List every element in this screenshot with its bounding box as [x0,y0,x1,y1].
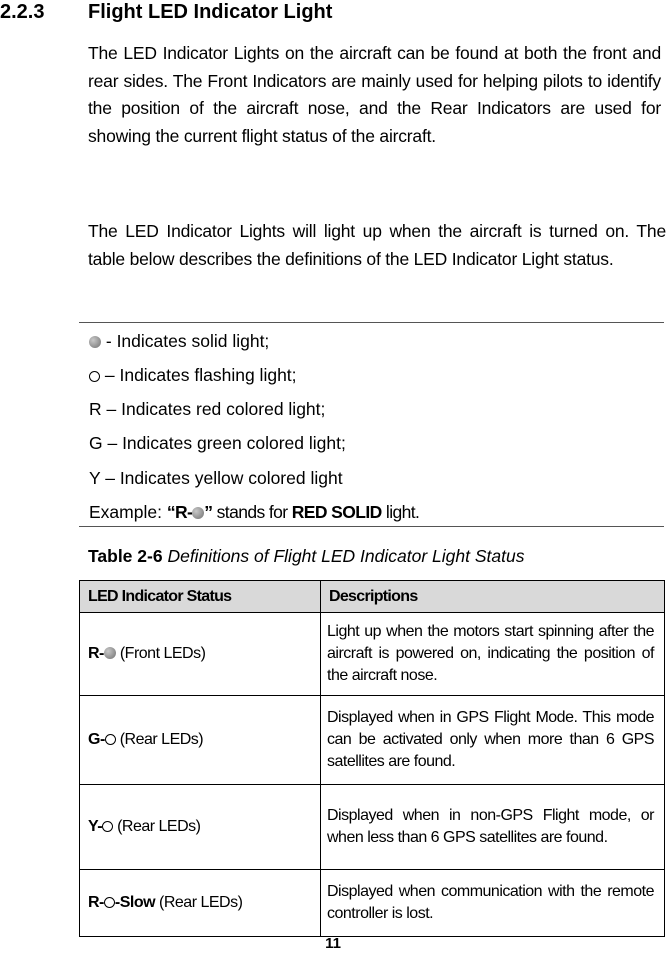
page-number: 11 [325,935,341,952]
status-code: R- [88,645,104,662]
paragraph-led-definition-intro: The LED Indicator Lights will light up when the aircraft is turned on. The table below describes the definitions of the LED Indicator Light status. [88,221,666,269]
table-row [80,870,665,937]
example-code-open: “R- [166,502,193,522]
table-row [80,696,665,785]
status-location: (Front LEDs) [115,645,206,662]
flashing-light-icon [89,371,100,382]
table-caption-label: Table 2-6 [88,546,163,566]
description-cell: Light up when the motors start spinning after the aircraft is powered on, indicating the position of the aircraft nose. [321,613,665,696]
solid-light-icon [89,336,101,348]
status-location: (Rear LEDs) [155,894,243,911]
status-code-suffix: -Slow [114,894,156,911]
status-code: G- [88,731,105,748]
solid-light-icon [104,647,116,659]
legend-yellow: Y – Indicates yellow colored light [89,468,343,488]
status-code: Y- [88,818,103,835]
status-cell [80,785,321,870]
section-heading [0,0,666,26]
legend-box [79,322,664,527]
table-row [80,613,665,696]
table-row [80,785,665,870]
description-cell: Displayed when in non-GPS Flight mode, or when less than 6 GPS satellites are found. [321,785,665,870]
solid-light-icon [192,507,204,519]
flashing-light-icon [105,734,116,745]
legend-solid [89,330,269,352]
legend-example [89,501,419,523]
status-location: (Rear LEDs) [115,731,204,748]
legend-solid-text: - Indicates solid light; [105,331,270,351]
table-caption-text: Definitions of Flight LED Indicator Light Status [167,546,525,566]
flashing-light-icon [102,821,113,832]
header-descriptions: Descriptions [321,581,665,613]
status-cell [80,870,321,937]
example-code-close: ” [204,502,213,522]
section-title: Flight LED Indicator Light [88,1,333,23]
table-header-row [80,581,665,613]
example-stands: stands for [212,502,292,522]
example-prefix: Example: [89,502,167,522]
paragraph-led-location: The LED Indicator Lights on the aircraft can be found at both the front and rear sides. The Front Indicators are mainly used for helping pilots to identify the position of the aircraft nose, and the Rear Indicators are used for showing the current flight status of the aircraft. [88,43,661,146]
header-led-indicator-status: LED Indicator Status [80,581,321,613]
status-cell [80,613,321,696]
example-suffix: light. [381,502,420,522]
legend-red: R – Indicates red colored light; [89,399,326,419]
flashing-light-icon [104,897,115,908]
description-cell: Displayed when in GPS Flight Mode. This mode can be activated only when more than 6 GPS satellites are found. [321,696,665,785]
example-bold: RED SOLID [291,502,382,522]
status-location: (Rear LEDs) [113,818,201,835]
status-cell [80,696,321,785]
status-code: R- [88,894,104,911]
legend-green: G – Indicates green colored light; [89,433,346,453]
section-number: 2.2.3 [0,1,45,23]
description-cell: Displayed when communication with the remote controller is lost. [321,870,665,937]
legend-flashing [89,364,297,386]
led-status-table [79,580,665,937]
table-caption [88,544,524,568]
legend-flashing-text: – Indicates flashing light; [104,365,297,385]
